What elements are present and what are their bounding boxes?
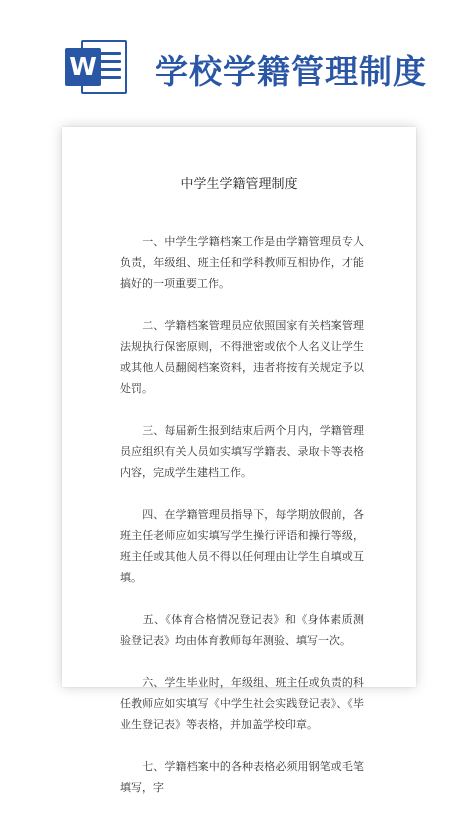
banner-header: [0, 0, 474, 110]
paragraph-3: 三、每届新生报到结束后两个月内，学籍管理员应组织有关人员如实填写学籍表、录取卡等表格内容，完成学生建档工作。: [120, 424, 364, 479]
paragraph-5: 五、《体育合格情况登记表》和《身体素质测验登记表》均由体育教师每年测验、填写一次。: [120, 613, 364, 647]
word-document-icon: [65, 40, 127, 94]
paragraph-7: 七、学籍档案中的各种表格必须用钢笔或毛笔填写，字: [120, 760, 364, 794]
document-page: [62, 127, 416, 794]
banner-title: 学校学籍管理制度: [155, 52, 427, 91]
paragraph-6: 六、学生毕业时，年级组、班主任或负责的科任教师应如实填写《中学生社会实践登记表》、《毕业生登记表》等表格，并加盖学校印章。: [120, 676, 364, 731]
paragraph-4: 四、在学籍管理员指导下，每学期放假前，各班主任老师应如实填写学生操行评语和操行等级，班主任或其他人员不得以任何理由让学生自填或互填。: [120, 508, 364, 584]
word-letter-badge: W: [65, 48, 101, 86]
document-body: [120, 210, 364, 819]
paragraph-2: 二、学籍档案管理员应依照国家有关档案管理法规执行保密原则，不得泄密或依个人名义让学生或其他人员翻阅档案资料，违者将按有关规定予以处罚。: [120, 319, 364, 395]
paragraph-1: 一、中学生学籍档案工作是由学籍管理员专人负责，年级组、班主任和学科教师互相协作，才能搞好的一项重要工作。: [120, 235, 364, 290]
document-title: 中学生学籍管理制度: [180, 177, 298, 192]
